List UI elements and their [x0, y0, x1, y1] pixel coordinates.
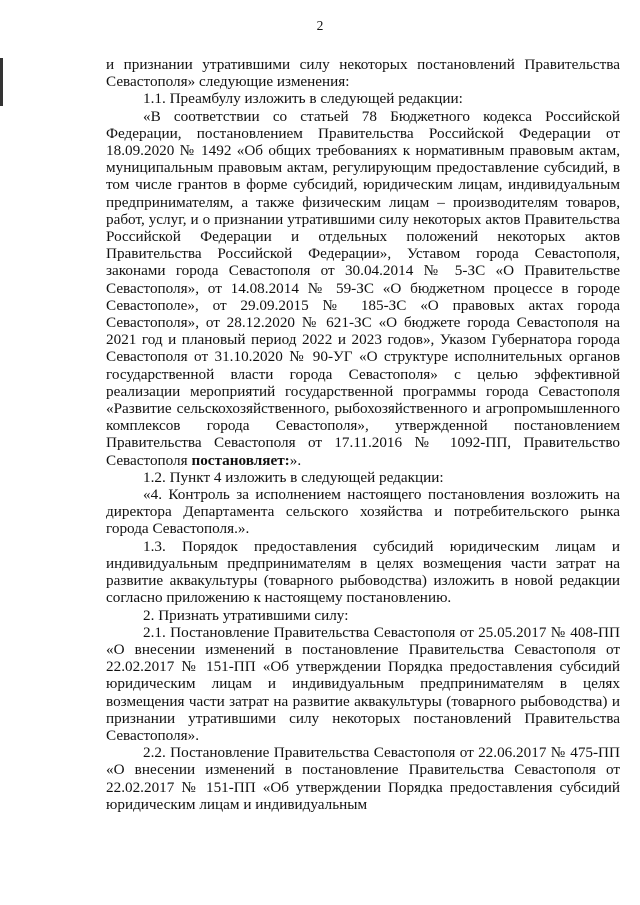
paragraph-1-2-heading: 1.2. Пункт 4 изложить в следующей редакции: — [143, 468, 444, 486]
paragraph-2-1: 2.1. Постановление Правительства Севастополя от 25.05.2017 № 408-ПП «О внесении изменений в постановление Правительства Севастополя от 22.02.2017 № 151-ПП «Об утверждении Порядка предоставления субсидий юридическим лицам и индивидуальным предпринимателям в целях возмещения части затрат на развитие аквакультуры (товарного рыбоводства) и признании утратившими силу некоторых постановлений Правительства Севастополя». — [106, 623, 620, 744]
paragraph-point-4: «4. Контроль за исполнением настоящего постановления возложить на директора Департамента сельского хозяйства и потребительского рынка города Севастополя.». — [106, 486, 620, 538]
margin-mark — [0, 58, 3, 106]
preamble-end: ». — [289, 451, 302, 469]
preamble-resolves: постановляет: — [191, 451, 290, 469]
paragraph-2-2: 2.2. Постановление Правительства Севастополя от 22.06.2017 № 475-ПП «О внесении изменений в постановление Правительства Севастополя от 22.02.2017 № 151-ПП «Об утверждении Порядка предоставления субсидий юридическим лицам и индивидуальным — [106, 744, 620, 813]
paragraph-1-3: 1.3. Порядок предоставления субсидий юридическим лицам и индивидуальным предпринимателям в целях возмещения части затрат на развитие аквакультуры (товарного рыбоводства) изложить в новой редакции согласно приложению к настоящему постановлению. — [106, 537, 620, 607]
preamble-text: «В соответствии со статьей 78 Бюджетного кодекса Российской Федерации, постановлением Правительства Российской Федерации от 18.09.2020 № 1492 «Об общих требованиях к нормативным правовым актам, муниципальным правовым актам, регулирующим предоставление субсидий, в том числе грантов в форме субсидий, юридическим лицам, индивидуальным предпринимателям, а также физическим лицам – производителям товаров, работ, услуг, и о признании утратившими силу некоторых актов Правительства Российской Федерации и отдельных положений некоторых актов Правительства Российской Федерации», Уставом города Севастополя, законами города Севастополя от 30.04.2014 № 5-ЗС «О Правительстве Севастополя», от 14.08.2014 № 59-ЗС «О бюджетном процессе в городе Севастополе», от 29.09.2015 № 185-ЗС «О правовых актах города Севастополя», от 28.12.2020 № 621-ЗС «О бюджете города Севастополя на 2021 год и плановый период 2022 и 2023 годов», Указом Губернатора города Севастополя от 31.10.2020 № 90-УГ «О структуре исполнительных органов государственной власти города Севастополя» с целью эффективной реализации мероприятий государственной программы города Севастополя «Развитие сельскохозяйственного, рыбохозяйственного и агропромышленного комплексов города Севастополя», утвержденной постановлением Правительства Севастополя от 17.11.2016 № 1092-ПП, Правительство Севастополя — [106, 107, 620, 469]
paragraph-preamble — [106, 108, 620, 469]
document-body — [106, 56, 620, 813]
paragraph-2-heading: 2. Признать утратившими силу: — [143, 606, 349, 624]
paragraph-continuation: и признании утратившими силу некоторых постановлений Правительства Севастополя» следующие изменения: — [106, 56, 620, 91]
paragraph-1-1-heading: 1.1. Преамбулу изложить в следующей редакции: — [143, 90, 463, 108]
page-number: 2 — [316, 18, 324, 33]
